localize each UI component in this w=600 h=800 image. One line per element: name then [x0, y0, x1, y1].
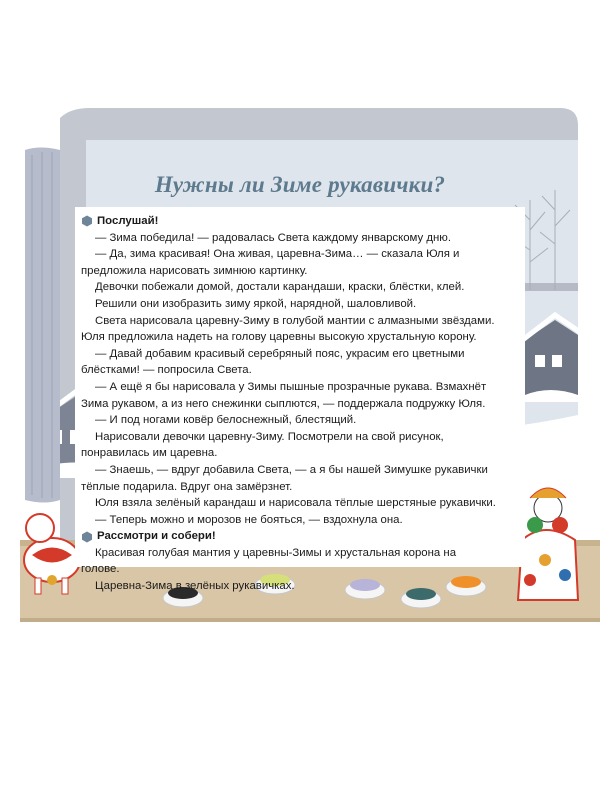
text-line: Нарисовали девочки царевну-Зиму. Посмотрели на свой рисунок, — [95, 430, 444, 443]
text-line: — И под ногами ковёр белоснежный, блестящий. — [95, 414, 357, 427]
hexagon-bullet-icon — [81, 215, 93, 227]
text-line: голове. — [81, 563, 120, 576]
text-line: — Да, зима красивая! Она живая, царевна-Зима… — сказала Юля и — [95, 248, 460, 261]
section-heading-listen: Послушай! — [81, 213, 526, 230]
text-line: предложила нарисовать зимнюю картинку. — [81, 264, 308, 277]
text-line: Красивая голубая мантия у царевны-Зимы и хрустальная корона на — [95, 546, 457, 559]
page-title: Нужны ли Зиме рукавички? — [154, 172, 446, 197]
text-line: — Зима победила! — радовалась Света каждому январскому дню. — [95, 231, 452, 244]
section-heading-look-and-assemble: Рассмотри и собери! — [81, 528, 526, 545]
text-line: — Теперь можно и морозов не бояться, — вздохнула она. — [95, 513, 403, 526]
text-line: Решили они изобразить зиму яркой, нарядной, шаловливой. — [95, 297, 417, 310]
text-line: Зима рукавом, а из него снежинки сыплются, — поддержала подружку Юля. — [81, 397, 486, 410]
text-line: — Давай добавим красивый серебряный пояс, украсим его цветными — [95, 347, 465, 360]
text-line: — Знаешь, — вдруг добавила Света, — а я бы нашей Зимушке рукавички — [95, 463, 488, 476]
text-line: — А ещё я бы нарисовала у Зимы пышные прозрачные рукава. Взмахнёт — [95, 380, 487, 393]
text-line: Юля предложила надеть на голову царевны высокую хрустальную корону. — [81, 331, 477, 344]
text-line: блёстками! — попросила Света. — [81, 364, 252, 377]
text-line: понравилась им царевна. — [81, 447, 218, 460]
text-line: Девочки побежали домой, достали карандаши, краски, блёстки, клей. — [95, 281, 465, 294]
text-line: Юля взяла зелёный карандаш и нарисовала тёплые шерстяные рукавички. — [95, 497, 496, 510]
text-line: тёплые подарила. Вдруг она замёрзнет. — [81, 480, 293, 493]
story-text — [81, 213, 526, 595]
text-line: Царевна-Зима в зелёных рукавичках. — [95, 580, 295, 593]
text-line: Света нарисовала царевну-Зиму в голубой мантии с алмазными звёздами. — [95, 314, 495, 327]
hexagon-bullet-icon — [81, 531, 93, 543]
